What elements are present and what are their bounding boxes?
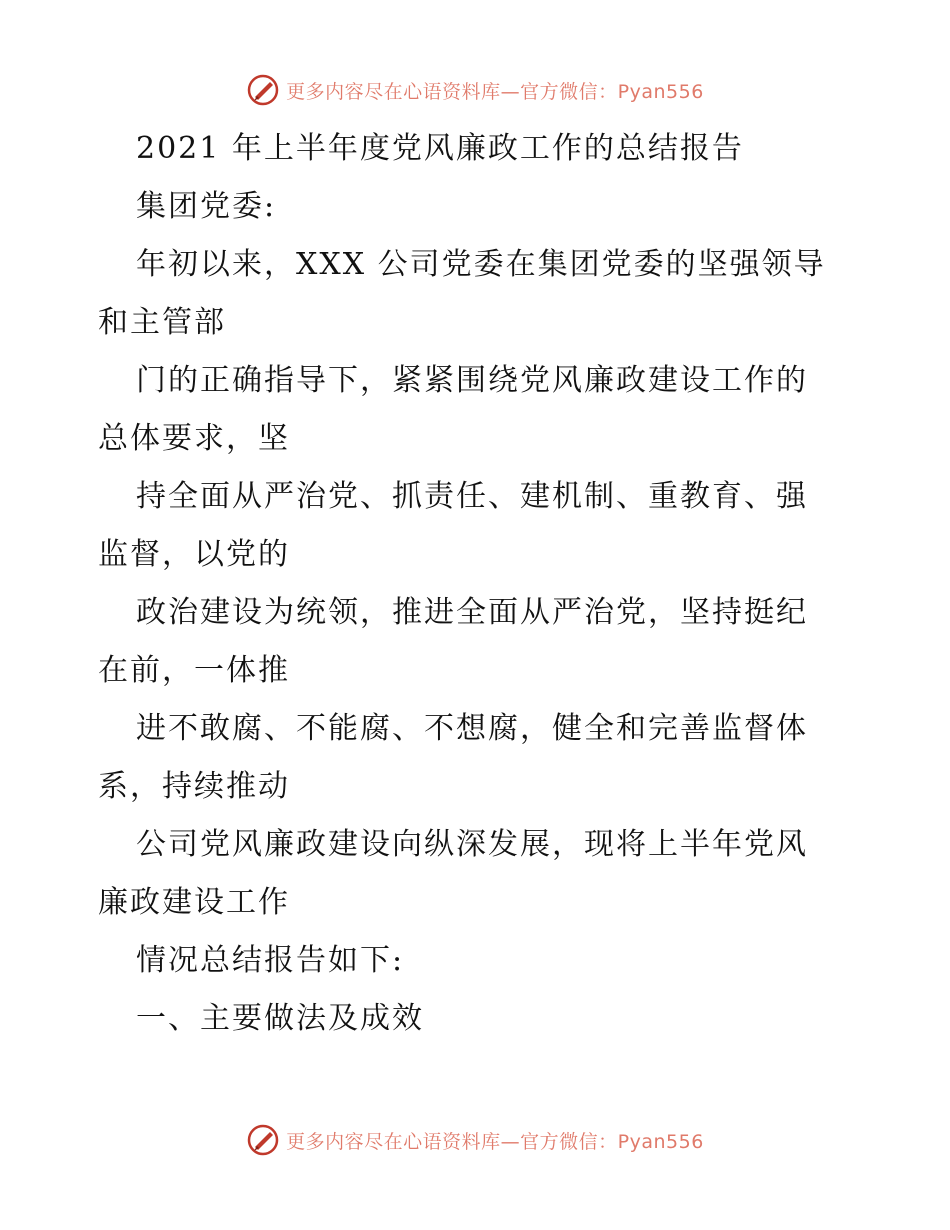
footer-banner — [0, 1120, 950, 1160]
paragraph-line: 门的正确指导下，紧紧围绕党风廉政建设工作的 — [136, 363, 808, 398]
header-banner — [0, 70, 950, 110]
paragraph-line: 系，持续推动 — [98, 769, 290, 804]
paragraph-line: 和主管部 — [98, 305, 226, 340]
header-banner-text: 更多内容尽在心语资料库—官方微信：Pyan556 — [286, 80, 704, 103]
document-title: 2021 年上半年度党风廉政工作的总结报告 — [136, 131, 744, 166]
paragraph-line: 总体要求，坚 — [98, 421, 290, 456]
quill-pen-logo-icon — [246, 73, 280, 107]
paragraph-line: 情况总结报告如下: — [136, 943, 405, 978]
document-body — [98, 120, 858, 1048]
paragraph-line: 进不敢腐、不能腐、不想腐，健全和完善监督体 — [136, 711, 808, 746]
paragraph-line: 在前，一体推 — [98, 653, 290, 688]
paragraph-line: 公司党风廉政建设向纵深发展，现将上半年党风 — [136, 827, 808, 862]
salutation: 集团党委: — [136, 189, 277, 224]
paragraph-line: 政治建设为统领，推进全面从严治党，坚持挺纪 — [136, 595, 808, 630]
footer-banner-text: 更多内容尽在心语资料库—官方微信：Pyan556 — [286, 1130, 704, 1153]
paragraph-line: 持全面从严治党、抓责任、建机制、重教育、强 — [136, 479, 808, 514]
section-heading: 一、主要做法及成效 — [136, 1001, 424, 1036]
paragraph-line: 廉政建设工作 — [98, 885, 290, 920]
quill-pen-logo-icon — [246, 1123, 280, 1157]
paragraph-line: 年初以来，XXX 公司党委在集团党委的坚强领导 — [136, 247, 826, 282]
paragraph-line: 监督，以党的 — [98, 537, 290, 572]
